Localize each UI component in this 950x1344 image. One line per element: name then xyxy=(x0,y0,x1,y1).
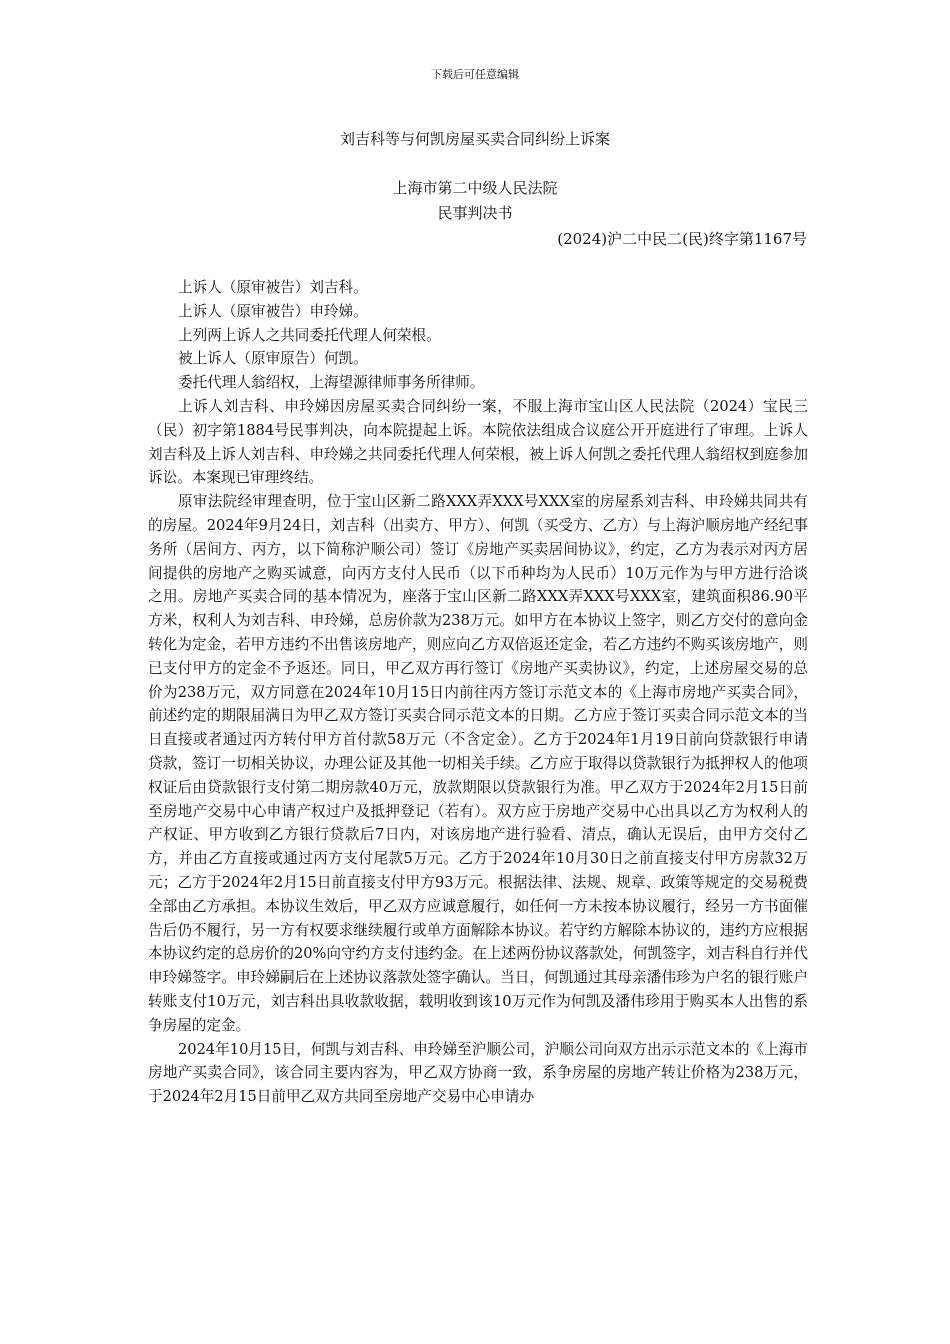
party-line: 被上诉人（原审原告）何凯。 xyxy=(178,350,368,368)
judgment-body xyxy=(148,276,808,1109)
case-number: (2024)沪二中民二(民)终字第1167号 xyxy=(557,230,807,248)
document-type: 民事判决书 xyxy=(437,204,513,222)
body-paragraph: 原审法院经审理查明，位于宝山区新二路XXX弄XXX号XXX室的房屋系刘吉科、申玲娣共同共有的房屋。2024年9月24日，刘吉科（出卖方、甲方）、何凯（买受方、乙方）与上海沪顺房地产经纪事务所（居间方、丙方，以下简称沪顺公司）签订《房地产买卖居间协议》，约定，乙方为表示对丙方居间提供的房地产之购买诚意，向丙方支付人民币（以下币种均为人民币）10万元作为与甲方进行洽谈之用。房地产买卖合同的基本情况为，座落于宝山区新二路XXX弄XXX号XXX室，建筑面积86.90平方米，权利人为刘吉科、申玲娣，总房价款为238万元。如甲方在本协议上签字，则乙方交付的意向金转化为定金，若甲方违约不出售该房地产，则应向乙方双倍返还定金，若乙方违约不购买该房地产，则已支付甲方的定金不予返还。同日，甲乙双方再行签订《房地产买卖协议》，约定，上述房屋交易的总价为238万元，双方同意在2024年10月15日内前往丙方签订示范文本的《上海市房地产买卖合同》，前述约定的期限届满日为甲乙双方签订买卖合同示范文本的日期。乙方应于签订买卖合同示范文本的当日直接或者通过丙方转付甲方首付款58万元（不含定金）。乙方于2024年1月19日前向贷款银行申请贷款，签订一切相关协议，办理公证及其他一切相关手续。乙方应于取得以贷款银行为抵押权人的他项权证后由贷款银行支付第二期房款40万元，放款期限以贷款银行为准。甲乙双方于2024年2月15日前至房地产交易中心申请产权过户及抵押登记（若有）。双方应于房地产交易中心出具以乙方为权利人的产权证、甲方收到乙方银行贷款后7日内，对该房地产进行验看、清点，确认无误后，由甲方交付乙方，并由乙方直接或通过丙方支付尾款5万元。乙方于2024年10月30日之前直接支付甲方房款32万元；乙方于2024年2月15日前直接支付甲方93万元。根据法律、法规、规章、政策等规定的交易税费全部由乙方承担。本协议生效后，甲乙双方应诚意履行，如任何一方未按本协议履行，经另一方书面催告后仍不履行，另一方有权要求继续履行或单方面解除本协议。若守约方解除本协议的，违约方应根据本协议约定的总房价的20%向守约方支付违约金。在上述两份协议落款处，何凯签字，刘吉科自行并代申玲娣签字。申玲娣嗣后在上述协议落款处签字确认。当日，何凯通过其母亲潘伟珍为户名的银行账户转账支付10万元，刘吉科出具收款收据，载明收到该10万元作为何凯及潘伟珍用于购买本人出售的系争房屋的定金。 xyxy=(148,493,808,1034)
document-title: 刘吉科等与何凯房屋买卖合同纠纷上诉案 xyxy=(339,130,610,148)
body-paragraph: 上诉人刘吉科、申玲娣因房屋买卖合同纠纷一案，不服上海市宝山区人民法院（2024）宝民三（民）初字第1884号民事判决，向本院提起上诉。本院依法组成合议庭公开开庭进行了审理。上诉人刘吉科及上诉人刘吉科、申玲娣之共同委托代理人何荣根，被上诉人何凯之委托代理人翁绍权到庭参加诉讼。本案现已审理终结。 xyxy=(148,397,808,487)
party-line: 上诉人（原审被告）申玲娣。 xyxy=(178,302,368,320)
party-line: 上诉人（原审被告）刘吉科。 xyxy=(178,279,368,296)
court-name: 上海市第二中级人民法院 xyxy=(392,179,558,197)
party-line: 上列两上诉人之共同委托代理人何荣根。 xyxy=(178,326,441,344)
party-line: 委托代理人翁绍权，上海望源律师事务所律师。 xyxy=(178,374,485,392)
page-header-note: 下载后可任意编辑 xyxy=(431,68,519,81)
body-paragraph: 2024年10月15日，何凯与刘吉科、申玲娣至沪顺公司，沪顺公司向双方出示示范文本的《上海市房地产买卖合同》，该合同主要内容为，甲乙双方协商一致，系争房屋的房地产转让价格为238万元，于2024年2月15日前甲乙双方共同至房地产交易中心申请办 xyxy=(148,1040,808,1106)
